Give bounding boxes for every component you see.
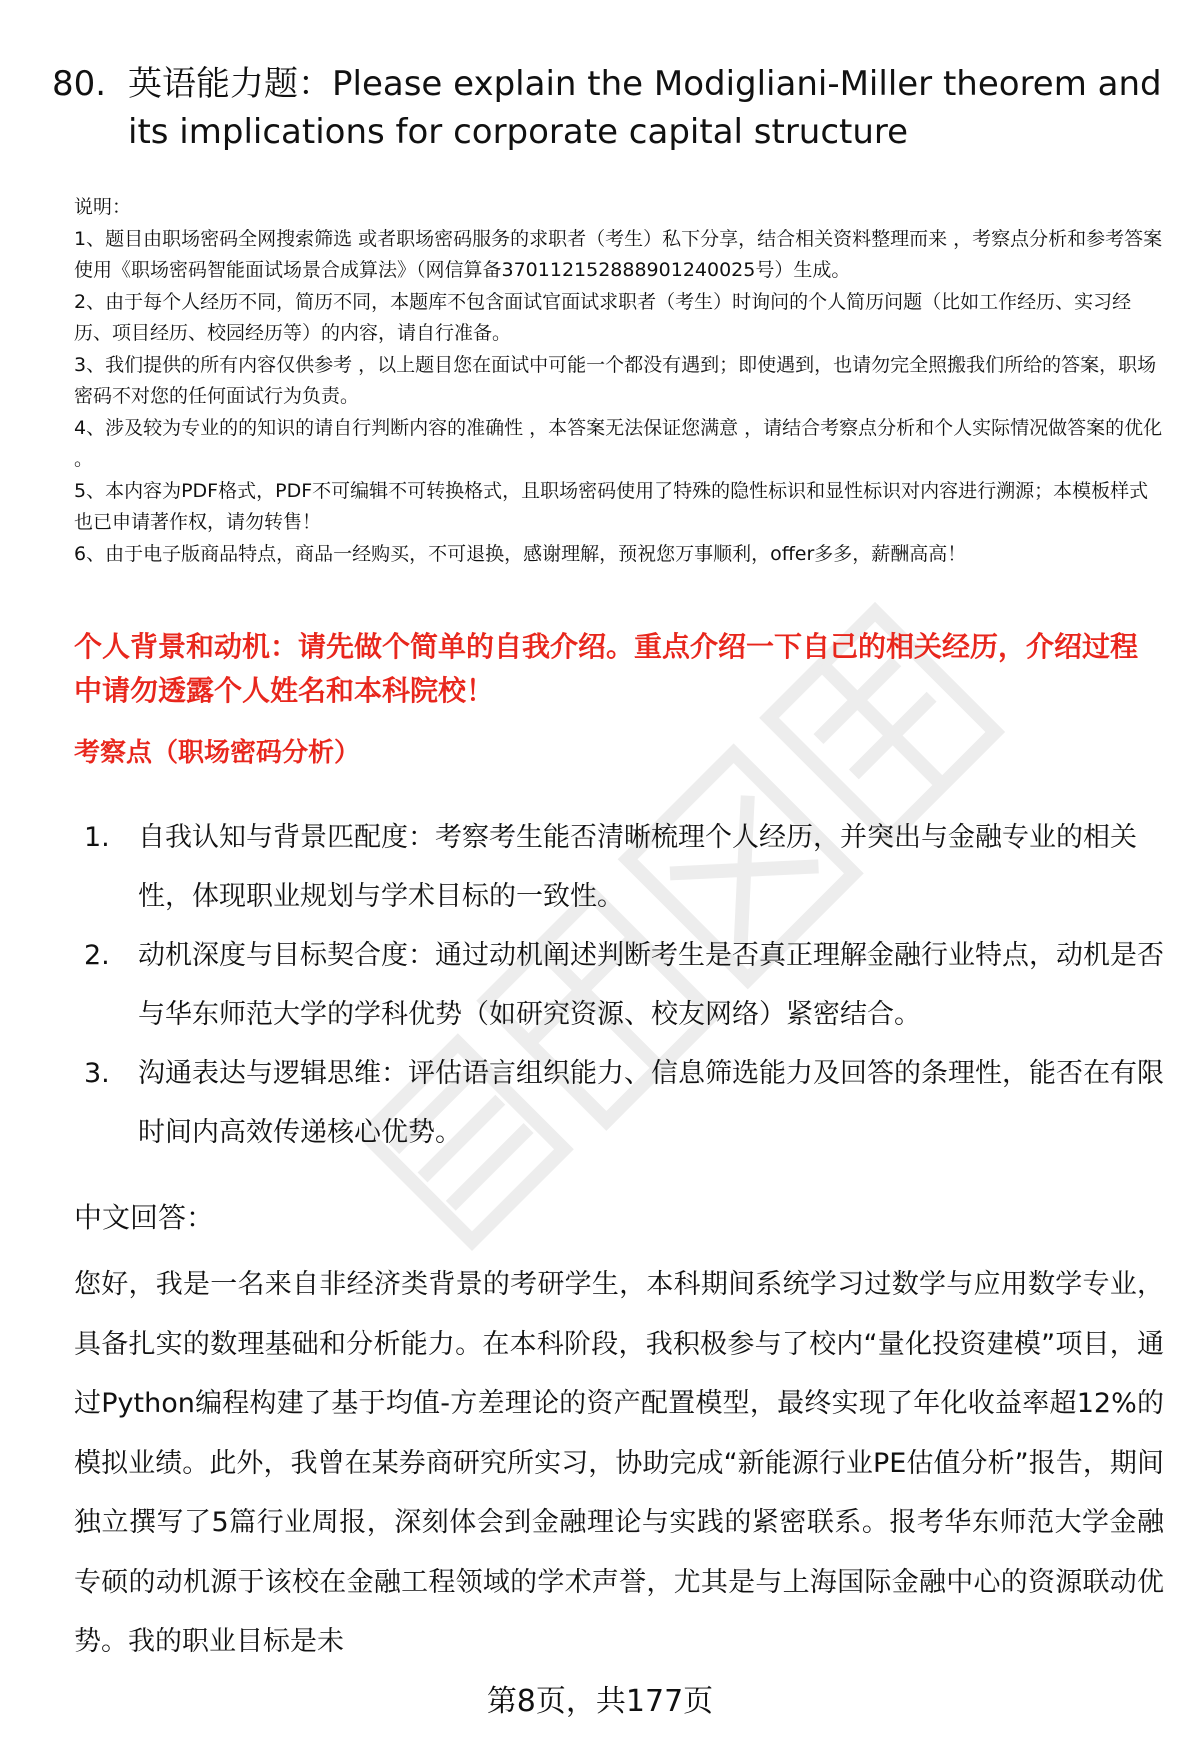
exam-point-item (74, 1044, 1164, 1162)
notes-heading: 说明： (74, 196, 132, 218)
note-item: 5、本内容为PDF格式，PDF不可编辑不可转换格式，且职场密码使用了特殊的隐性标识和显性标识对内容进行溯源；本模板样式也已申请著作权，请勿转售！ (74, 479, 1149, 533)
note-item: 4、涉及较为专业的的知识的请自行判断内容的准确性 ，本答案无法保证您满意 ，请结合考察点分析和个人实际情况做答案的优化 。 (74, 416, 1163, 470)
note-item: 6、由于电子版商品特点，商品一经购买，不可退换，感谢理解，预祝您万事顺利，offer多多，薪酬高高！ (74, 542, 967, 565)
question-number: 80. (52, 64, 107, 104)
exam-points-heading: 考察点（职场密码分析） (74, 738, 361, 768)
exam-point-number: 1. (84, 822, 110, 853)
exam-points-list (74, 808, 1164, 1162)
note-item: 1、题目由职场密码全网搜索筛选 或者职场密码服务的求职者（考生）私下分享，结合相关资料整理而来 ，考察点分析和参考答案使用《职场密码智能面试场景合成算法》（网信算备370112152888901240025号）生成。 (74, 227, 1163, 281)
exam-point-number: 2. (84, 940, 110, 971)
answer-label: 中文回答： (74, 1201, 215, 1234)
exam-point-item (74, 926, 1164, 1044)
page-footer: 第8页，共177页 (486, 1684, 714, 1719)
note-item: 2、由于每个人经历不同，简历不同，本题库不包含面试官面试求职者（考生）时询问的个人简历问题（比如工作经历、实习经历、项目经历、校园经历等）的内容，请自行准备。 (74, 290, 1132, 344)
background-heading: 个人背景和动机：请先做个简单的自我介绍。重点介绍一下自己的相关经历，介绍过程中请勿透露个人姓名和本科院校！ (74, 630, 1139, 707)
answer-body: 您好，我是一名来自非经济类背景的考研学生，本科期间系统学习过数学与应用数学专业，具备扎实的数理基础和分析能力。在本科阶段，我积极参与了校内“量化投资建模”项目，通过Python编程构建了基于均值-方差理论的资产配置模型，最终实现了年化收益率超12%的模拟业绩。此外，我曾在某券商研究所实习，协助完成“新能源行业PE估值分析”报告，期间独立撰写了5篇行业周报，深刻体会到金融理论与实践的紧密联系。报考华东师范大学金融专硕的动机源于该校在金融工程领域的学术声誉，尤其是与上海国际金融中心的资源联动优势。我的职业目标是未 (74, 1269, 1164, 1657)
exam-point-text: 自我认知与背景匹配度：考察考生能否清晰梳理个人经历，并突出与金融专业的相关性，体现职业规划与学术目标的一致性。 (138, 822, 1137, 912)
notes-section (74, 192, 1164, 570)
question-title (52, 60, 1162, 156)
exam-point-text: 沟通表达与逻辑思维：评估语言组织能力、信息筛选能力及回答的条理性，能否在有限时间内高效传递核心优势。 (138, 1058, 1164, 1148)
exam-point-number: 3. (84, 1058, 110, 1089)
exam-point-item (74, 808, 1164, 926)
question-text: 英语能力题：Please explain the Modigliani-Miller theorem and its implications for corporate capital structure (128, 64, 1162, 152)
note-item: 3、我们提供的所有内容仅供参考 ，以上题目您在面试中可能一个都没有遇到；即使遇到，也请勿完全照搬我们所给的答案，职场密码不对您的任何面试行为负责。 (74, 353, 1157, 407)
exam-point-text: 动机深度与目标契合度：通过动机阐述判断考生是否真正理解金融行业特点，动机是否与华东师范大学的学科优势（如研究资源、校友网络）紧密结合。 (138, 940, 1164, 1030)
